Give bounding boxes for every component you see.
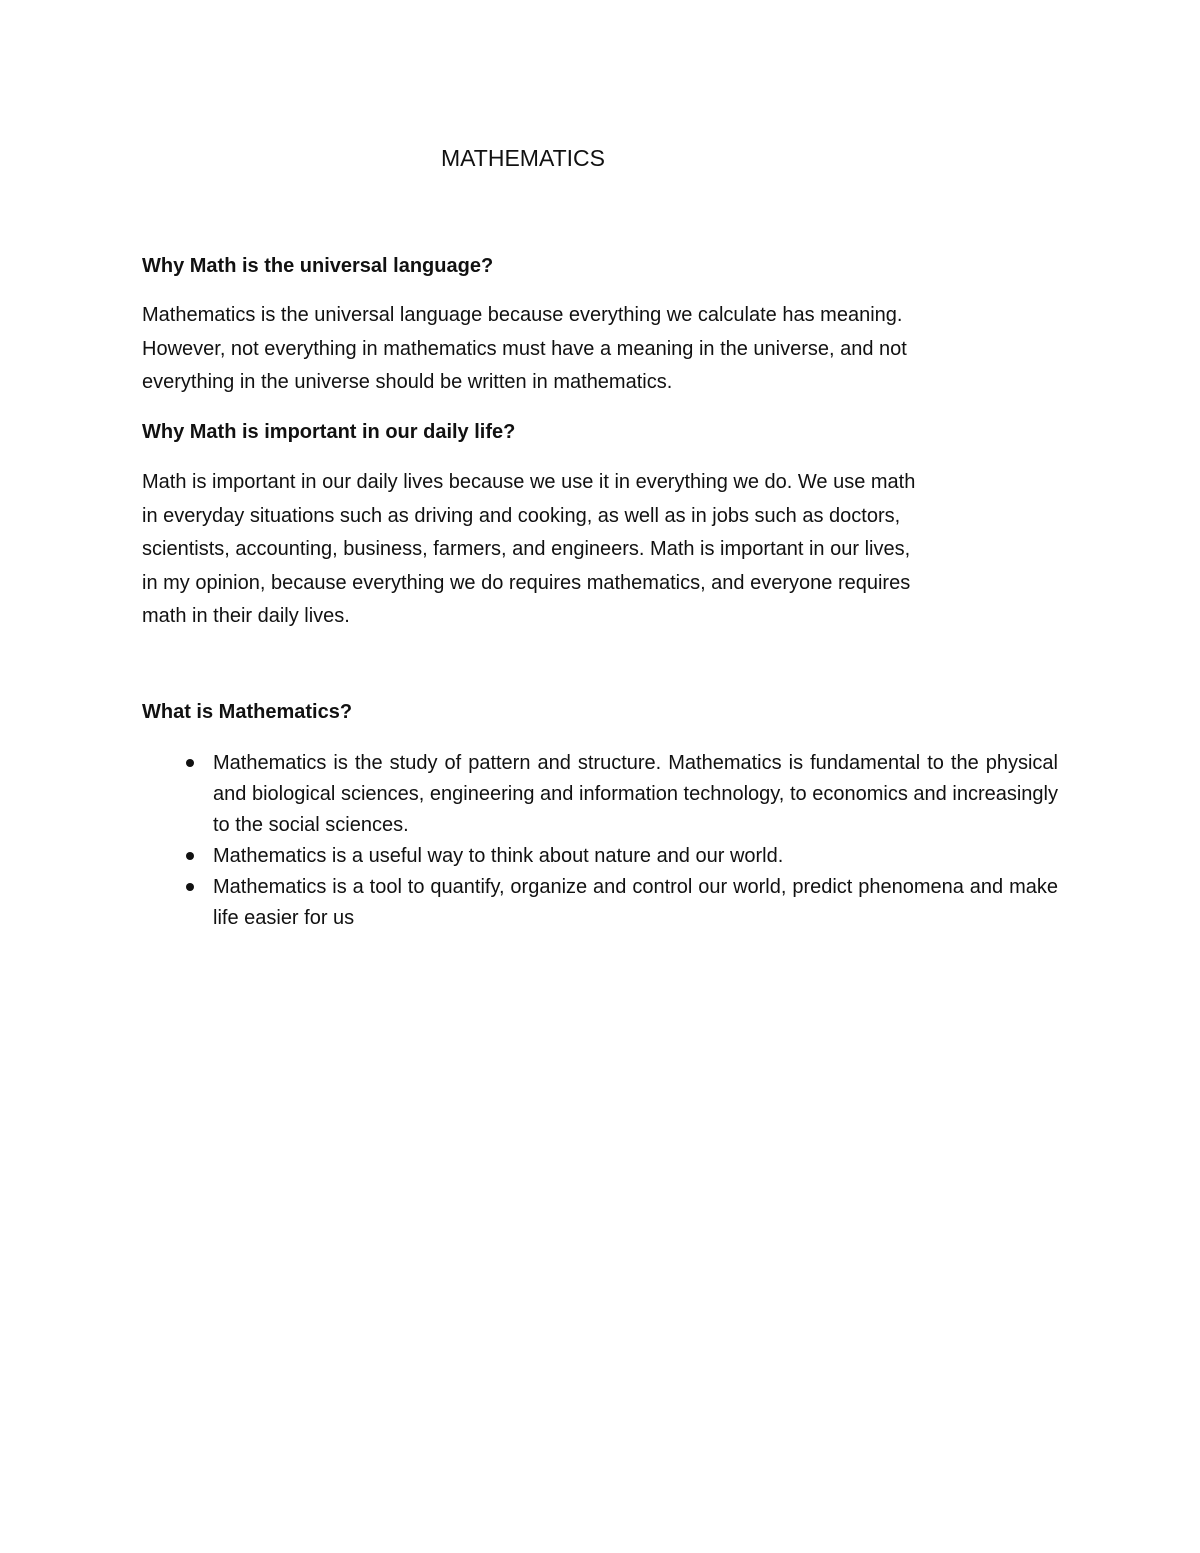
paragraph-line: in my opinion, because everything we do requires mathematics, and everyone requires	[142, 571, 911, 594]
list-item	[142, 841, 1058, 872]
section-paragraph-universal-language	[142, 299, 1057, 400]
section-paragraph-daily-life	[142, 466, 1057, 634]
paragraph-line: math in their daily lives.	[142, 605, 350, 627]
section-heading-what-is-mathematics: What is Mathematics?	[142, 701, 353, 723]
bullet-icon	[186, 883, 194, 891]
bullet-list	[142, 748, 1058, 934]
list-item	[142, 748, 1058, 841]
list-item-text: Mathematics is a tool to quantify, organize and control our world, predict phenomena and make life easier for us	[213, 876, 1058, 929]
paragraph-line: everything in the universe should be written in mathematics.	[142, 371, 673, 393]
list-item-text: Mathematics is the study of pattern and structure. Mathematics is fundamental to the physical and biological sciences, engineering and information technology, to economics and increasingly to the social sciences.	[213, 752, 1058, 836]
paragraph-line: However, not everything in mathematics must have a meaning in the universe, and not	[142, 337, 907, 360]
list-item-text: Mathematics is a useful way to think about nature and our world.	[213, 845, 784, 867]
section-heading-universal-language: Why Math is the universal language?	[142, 255, 494, 277]
document-title: MATHEMATICS	[441, 145, 605, 171]
list-item	[142, 872, 1058, 934]
bullet-icon	[186, 852, 194, 860]
paragraph-line: Math is important in our daily lives because we use it in everything we do. We use math	[142, 471, 916, 493]
paragraph-line: scientists, accounting, business, farmers, and engineers. Math is important in our lives,	[142, 538, 911, 560]
paragraph-line: in everyday situations such as driving and cooking, as well as in jobs such as doctors,	[142, 504, 901, 527]
paragraph-line: Mathematics is the universal language because everything we calculate has meaning.	[142, 304, 903, 326]
section-heading-daily-life: Why Math is important in our daily life?	[142, 421, 516, 443]
bullet-icon	[186, 759, 194, 767]
